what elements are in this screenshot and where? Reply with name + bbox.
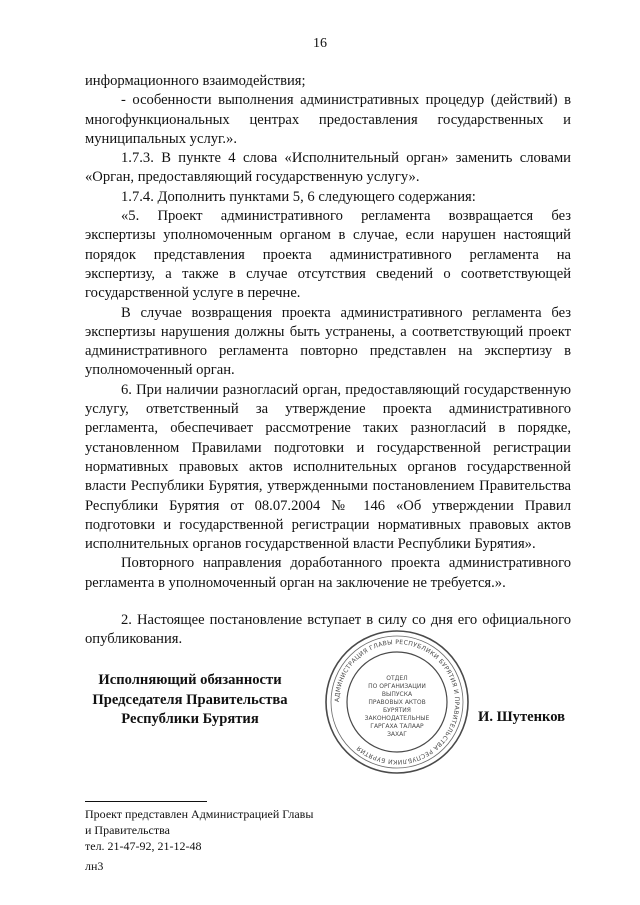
paragraph: 6. При наличии разногласий орган, предоставляющий государственную услугу, ответственный за утверждение проекта административного регламента, обеспечивает рассмотрение таких разногласий в порядке, установленном Правилами подготовки и государственной регистрации нормативных правовых актов исполнительных органов государственной власти Республики Бурятия, утвержденными постановлением Правительства Республики Бурятия от 08.07.2004 № 146 «Об утверждении Правил подготовки и государственной регистрации нормативных правовых актов исполнительных органов государственной власти Республики Бурятия». [85, 381, 571, 553]
paragraph: В случае возвращения проекта административного регламента без экспертизы нарушения должны быть устранены, а соответствующий проект административного регламента повторно представлен на экспертизу в уполномоченный орган. [85, 304, 571, 379]
seal-center-text: ЗАХАГ [387, 731, 407, 738]
signatory-name: И. Шутенков [478, 709, 566, 725]
paragraph: информационного взаимодействия; [85, 73, 306, 89]
paragraph: 1.7.4. Дополнить пунктами 5, 6 следующего содержания: [121, 188, 476, 205]
paragraph: 2. Настоящее постановление вступает в силу со дня его официального опубликования. [85, 612, 571, 648]
seal-center-text: ВЫПУСКА [381, 691, 413, 698]
seal-center-text: ЗАКОНОДАТЕЛЬНЫЕ [364, 715, 430, 722]
seal-center-text: ГАРГАХА ТАЛААР [370, 723, 424, 730]
document-body [85, 72, 571, 650]
seal-center-text: ОТДЕЛ [386, 675, 408, 682]
seal-center-text: БУРЯТИЯ [383, 707, 411, 714]
signatory-title-line: Республики Бурятия [121, 711, 259, 727]
footer-note [85, 806, 313, 854]
document-code: лн3 [85, 859, 104, 873]
paragraph: 1.7.3. В пункте 4 слова «Исполнительный орган» заменить словами «Орган, предоставляющий государственную услугу». [85, 150, 571, 186]
paragraph: Повторного направления доработанного проекта административного регламента в уполномоченный орган на заключение не требуется.». [85, 555, 571, 591]
paragraph: - особенности выполнения административных процедур (действий) в многофункциональных центрах предоставления государственных и муниципальных услуг.». [85, 92, 571, 147]
footer-divider [85, 801, 207, 802]
signatory-title-line: Председателя Правительства [92, 691, 288, 708]
page-number: 16 [313, 36, 327, 51]
seal-center-text: ПО ОРГАНИЗАЦИИ [368, 683, 426, 690]
seal-ring-text: АДМИНИСТРАЦИЯ ГЛАВЫ РЕСПУБЛИКИ БУРЯТИЯ И ПРАВИТЕЛЬСТВА РЕСПУБЛИКИ БУРЯТИЯ [333, 638, 461, 766]
seal-center-text: ПРАВОВЫХ АКТОВ [368, 699, 426, 706]
footer-line: и Правительства [85, 823, 170, 837]
signatory-title-line: Исполняющий обязанности [98, 672, 282, 688]
paragraph: «5. Проект административного регламента возвращается без экспертизы уполномоченным органом в случае, если нарушен настоящий порядок представления проекта административного регламента на экспертизу, а также в случае отсутствия сведений о соответствующей государственной услуге в перечне. [85, 208, 571, 302]
signatory-title [85, 671, 295, 730]
footer-line: Проект представлен Администрацией Главы [85, 807, 314, 821]
footer-line: тел. 21-47-92, 21-12-48 [85, 839, 202, 853]
official-seal [323, 628, 471, 776]
